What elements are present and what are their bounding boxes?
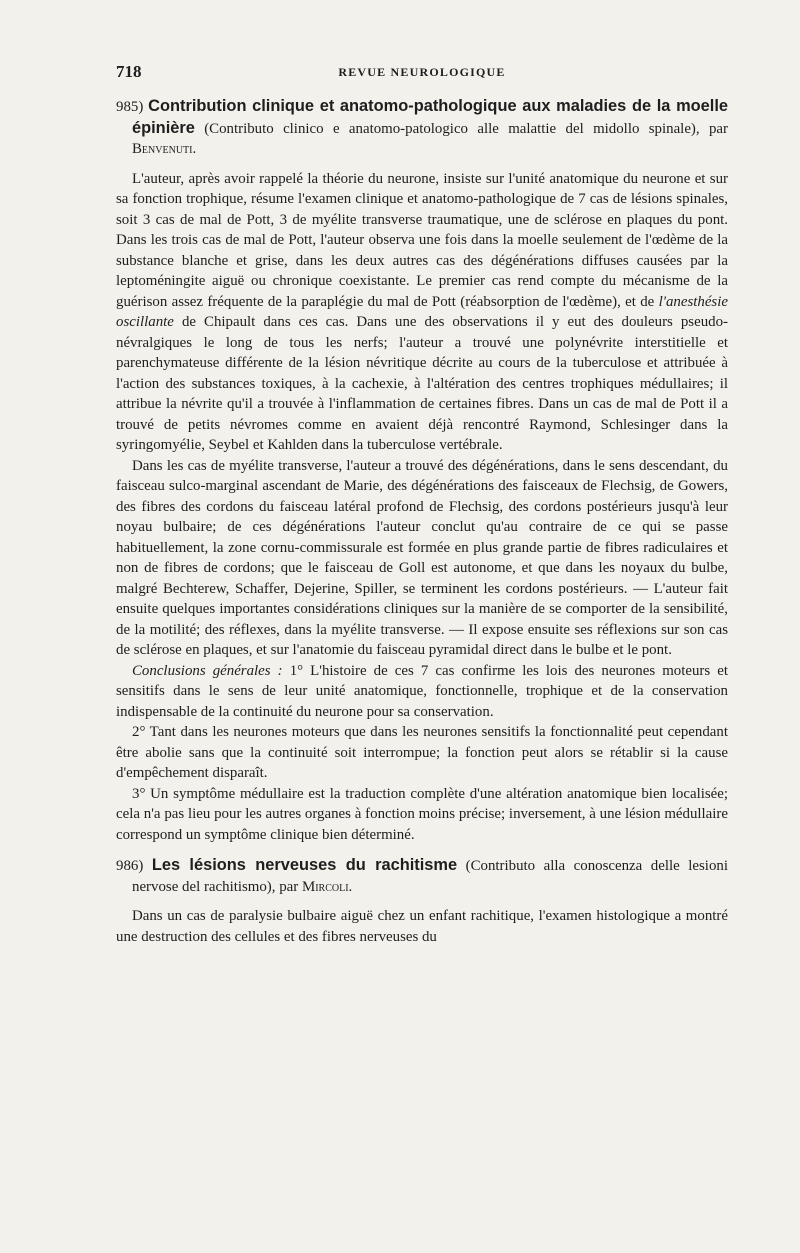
entry-985-conclusions: Conclusions générales : 1° L'histoire de ces 7 cas confirme les lois des neurones moteurs et sensitifs dans le sens de leur unité anatomique, fonctionnelle, trophique et de la conservation indispensable de la continuité du neurone pour sa conservation. [116, 662, 728, 720]
entry-985-paragraph-2: Dans les cas de myélite transverse, l'auteur a trouvé des dégénérations, dans le sens descendant, du faisceau sulco-marginal ascendant de Marie, des dégénérations des faisceaux de Flechsig, de Gowers, des fibres des cordons du faisceau latéral profond de Flechsig, des cordons postérieurs jusqu'à leur noyau bulbaire; de ces dégénérations l'auteur conclut qu'au contraire de ce qui se passe habituellement, la zone cornu-commissurale est formée en plus grande partie de fibres radiculaires et non de fibres de cordons; que le faisceau de Goll est autonome, et que dans les noyaux du bulbe, malgré Bechterew, Schaffer, Dejerine, Spiller, se terminent les cordons postérieurs. — L'auteur fait ensuite quelques importantes considérations cliniques sur la manière de se comporter de la sensibilité, de la motilité; des réflexes, dans la myélite transverse. — Il expose ensuite ses réflexions sur son cas de sclérose en plaques, et sur l'anatomie du faisceau pyramidal direct dans le bulbe et le pont. [116, 457, 728, 658]
entry-986-subtitle: (Contributo alla conoscenza delle lesioni nervose del rachitismo), par [132, 858, 728, 895]
entry-986-heading [116, 855, 728, 897]
entry-985-paragraph-5: 3° Un symptôme médullaire est la traduction complète d'une altération anatomique bien localisée; cela n'a pas lieu pour les autres organes à fonction moins précise; inversement, à une lésion médullaire correspond un symptôme clinique bien déterminé. [116, 785, 728, 843]
page-content [116, 96, 728, 947]
entry-985-author: Benvenuti. [132, 141, 197, 157]
page-number: 718 [116, 62, 142, 81]
entry-986-title: Les lésions nerveuses du rachitisme [151, 856, 458, 874]
entry-986-paragraph-1: Dans un cas de paralysie bulbaire aiguë chez un enfant rachitique, l'examen histologique a montré une destruction des cellules et des fibres nerveuses du [116, 908, 728, 945]
entry-986-number: 986) [116, 858, 144, 874]
italic-term: l'anesthésie oscillante [116, 293, 728, 330]
conclusions-label: Conclusions générales : [132, 662, 283, 679]
entry-985-paragraph-4: 2° Tant dans les neurones moteurs que dans les neurones sensitifs la fonctionnalité peut cependant être abolie sans que la continuité soit interrompue; la fonction peut alors se rétablir si la cause d'empêchement disparaît. [116, 724, 728, 781]
page-header [116, 62, 728, 86]
entry-985-heading [116, 96, 728, 160]
entry-985-paragraph-1: L'auteur, après avoir rappelé la théorie du neurone, insiste sur l'unité anatomique du neurone et sur sa fonction trophique, résume l'examen clinique et anatomo-pathologique de 7 cas de lésions spinales, soit 3 cas de mal de Pott, 3 de myélite transverse traumatique, une de sclérose en plaques du pont. Dans les trois cas de mal de Pott, l'auteur observa une fois dans la moelle seulement de l'œdème de la substance blanche et grise, dans les deux autres cas des dégénérations diffuses causées par la leptoméningite aiguë ou chronique coexistante. Le premier cas rend compte du mécanisme de la guérison assez fréquente de la paraplégie du mal de Pott (réabsorption de l'œdème), et de l'anesthésie oscillante de Chipault dans ces cas. Dans une des observations il y eut des douleurs pseudo-névralgiques le long de tous les nerfs; l'auteur a trouvé une polynévrite interstitielle et parenchymateuse différente de la lésion névritique décrite au cours de la tuberculose et attribuée à l'action des substances toxiques, à la cachexie, à l'altération des centres trophiques médullaires; il attribue la névrite qu'il a trouvée à l'inflammation de certaines fibres. Dans un cas de mal de Pott il a trouvé de petits névromes comme en avaient déjà rencontré Raymond, Schlesinger dans la syringomyélie, Seybel et Kahlden dans la tuberculose vertébrale. [116, 170, 728, 453]
running-title: REVUE NEUROLOGIQUE [338, 65, 506, 79]
entry-985-title: Contribution clinique et anatomo-pathologique aux maladies de la moelle épinière [132, 97, 728, 137]
entry-985-subtitle: (Contributo clinico e anatomo-patologico alle malattie del midollo spinale), par [204, 120, 728, 137]
entry-985-number: 985) [116, 99, 144, 115]
entry-986-author: Mircoli. [301, 878, 353, 895]
